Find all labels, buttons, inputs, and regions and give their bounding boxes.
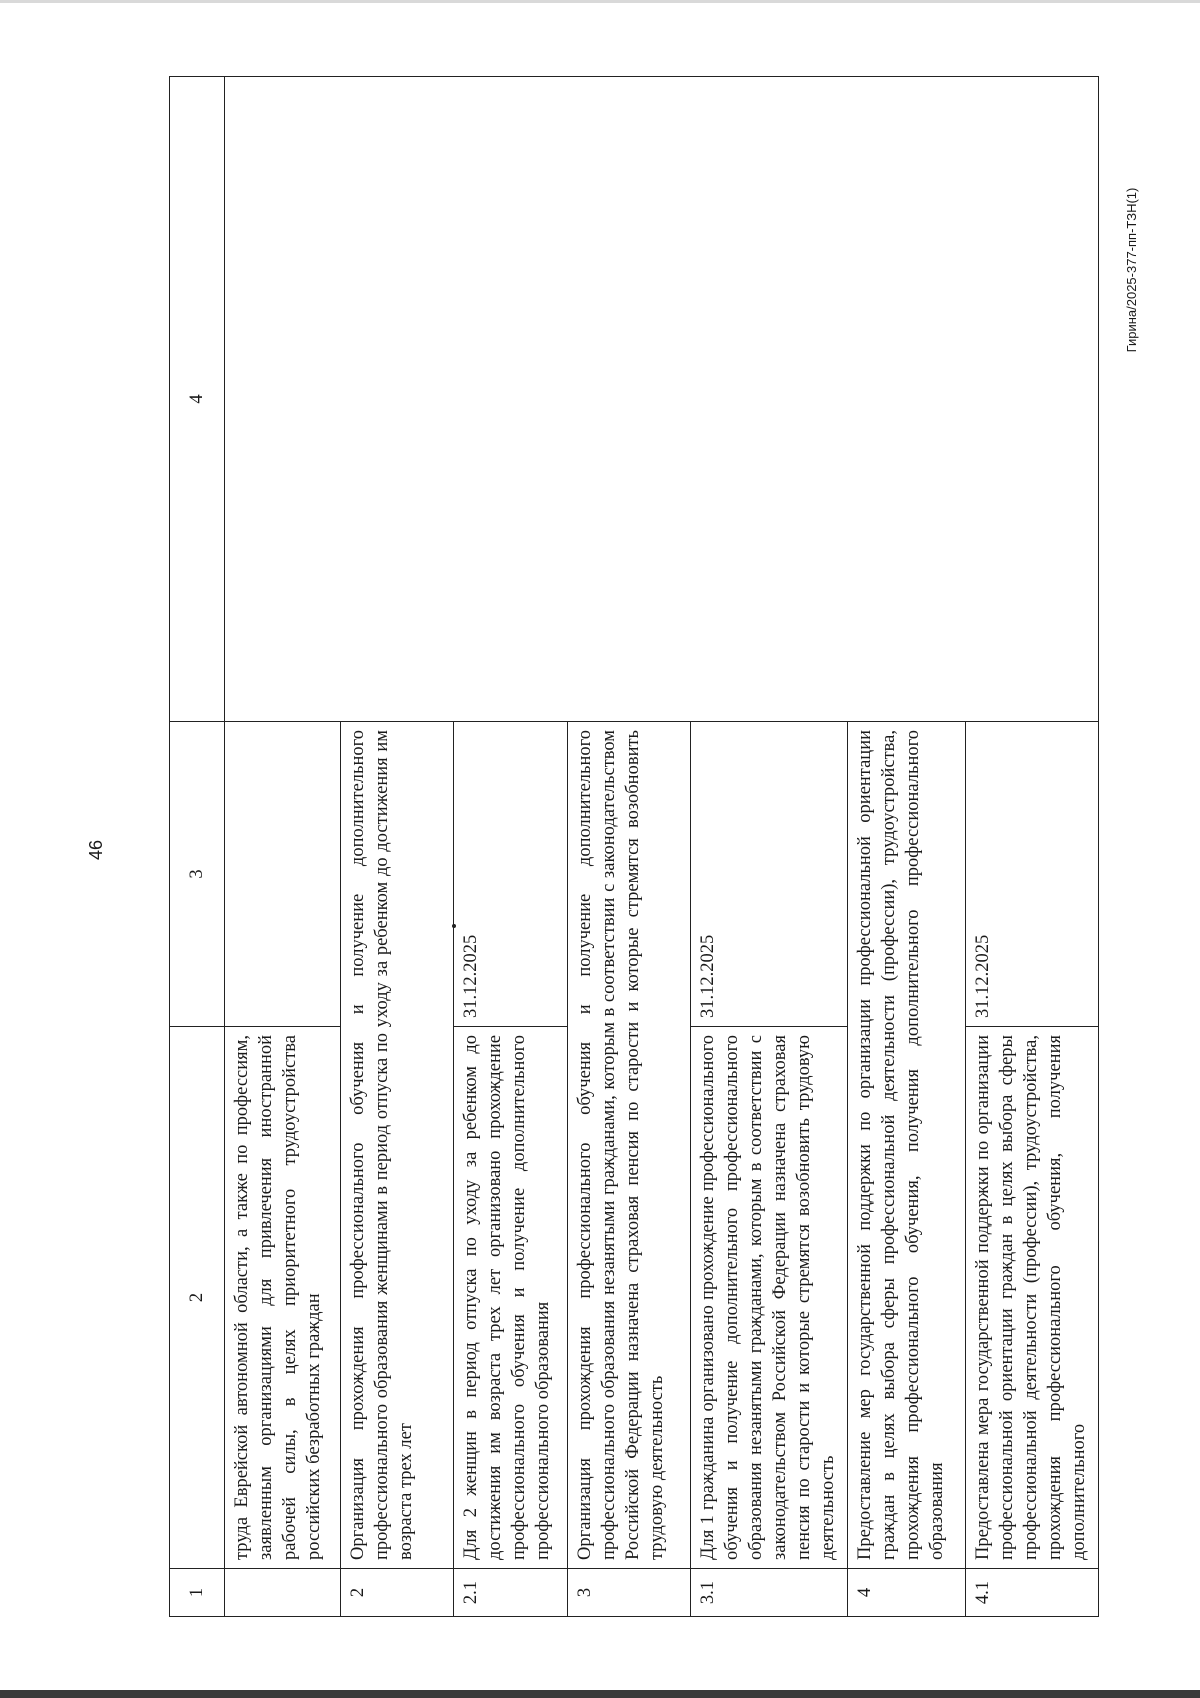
row-date: 31.12.2025 [453, 722, 567, 1027]
row-text: Предоставлена мера государственной поддержки по организации профессиональной ориентации граждан в целях выбора сферы профессиональной деятельности (профессии), трудоустройства, прохождения профессионального обучения, получения дополнительного [966, 1027, 1099, 1569]
row-text: Для 2 женщин в период отпуска по уходу за ребенком до достижения им возраста трех лет организовано прохождение профессионального обучения и получение дополнительного профессионального образования [453, 1027, 567, 1569]
row-number: 2 [341, 1569, 453, 1617]
scan-edge-bottom [0, 1690, 1200, 1698]
row-number: 3 [568, 1569, 690, 1617]
row-number: 4 [847, 1569, 965, 1617]
row-number [225, 1569, 341, 1617]
row-number: 2.1 [453, 1569, 567, 1617]
page-number: 46 [86, 839, 106, 861]
row-number: 4.1 [966, 1569, 1099, 1617]
row-date: 31.12.2025 [690, 722, 847, 1027]
row-text: Предоставление мер государственной поддержки по организации профессиональной ориентации граждан в целях выбора сферы профессиональной деятельности (профессии), трудоустройства, прохождения профессионального обучения, получения дополнительного профессионального образования [847, 722, 965, 1569]
header-col-3: 3 [170, 722, 225, 1027]
scan-edge-top [0, 0, 1200, 3]
row-text: труда Еврейской автономной области, а также по профессиям, заявленным организациями для привлечения иностранной рабочей силы, в целях приоритетного трудоустройства российских безработных граждан [225, 1027, 341, 1569]
row-date [225, 722, 341, 1027]
row-date: 31.12.2025 [966, 722, 1099, 1027]
row-note [225, 77, 1099, 722]
footer-document-code: Гирина/2025-377-пп-ТЗН(1) [1124, 187, 1139, 353]
header-col-4: 4 [170, 77, 225, 722]
plan-table [169, 76, 1099, 1617]
row-text: Организация прохождения профессионального обучения и получение дополнительного профессионального образования незанятыми гражданами, которым в соответствии с законодательством Российской Федерации назначена страховая пенсия по старости и которые стремятся возобновить трудовую деятельность [568, 722, 690, 1569]
header-col-1: 1 [170, 1569, 225, 1617]
plan-table-frame [169, 77, 1099, 1617]
header-col-2: 2 [170, 1027, 225, 1569]
row-text: Для 1 гражданина организовано прохождение профессионального обучения и получение дополнительного профессионального образования незанятыми гражданами, которым в соответствии с законодательством Российской Федерации назначена страховая пенсия по старости и которые стремятся возобновить трудовую деятельность [690, 1027, 847, 1569]
table-header-row [170, 77, 225, 1617]
row-text: Организация прохождения профессионального обучения и получение дополнительного профессионального образования женщинами в период отпуска по уходу за ребенком до достижения им возраста трех лет [341, 722, 453, 1569]
row-number: 3.1 [690, 1569, 847, 1617]
table-row [225, 77, 341, 1617]
